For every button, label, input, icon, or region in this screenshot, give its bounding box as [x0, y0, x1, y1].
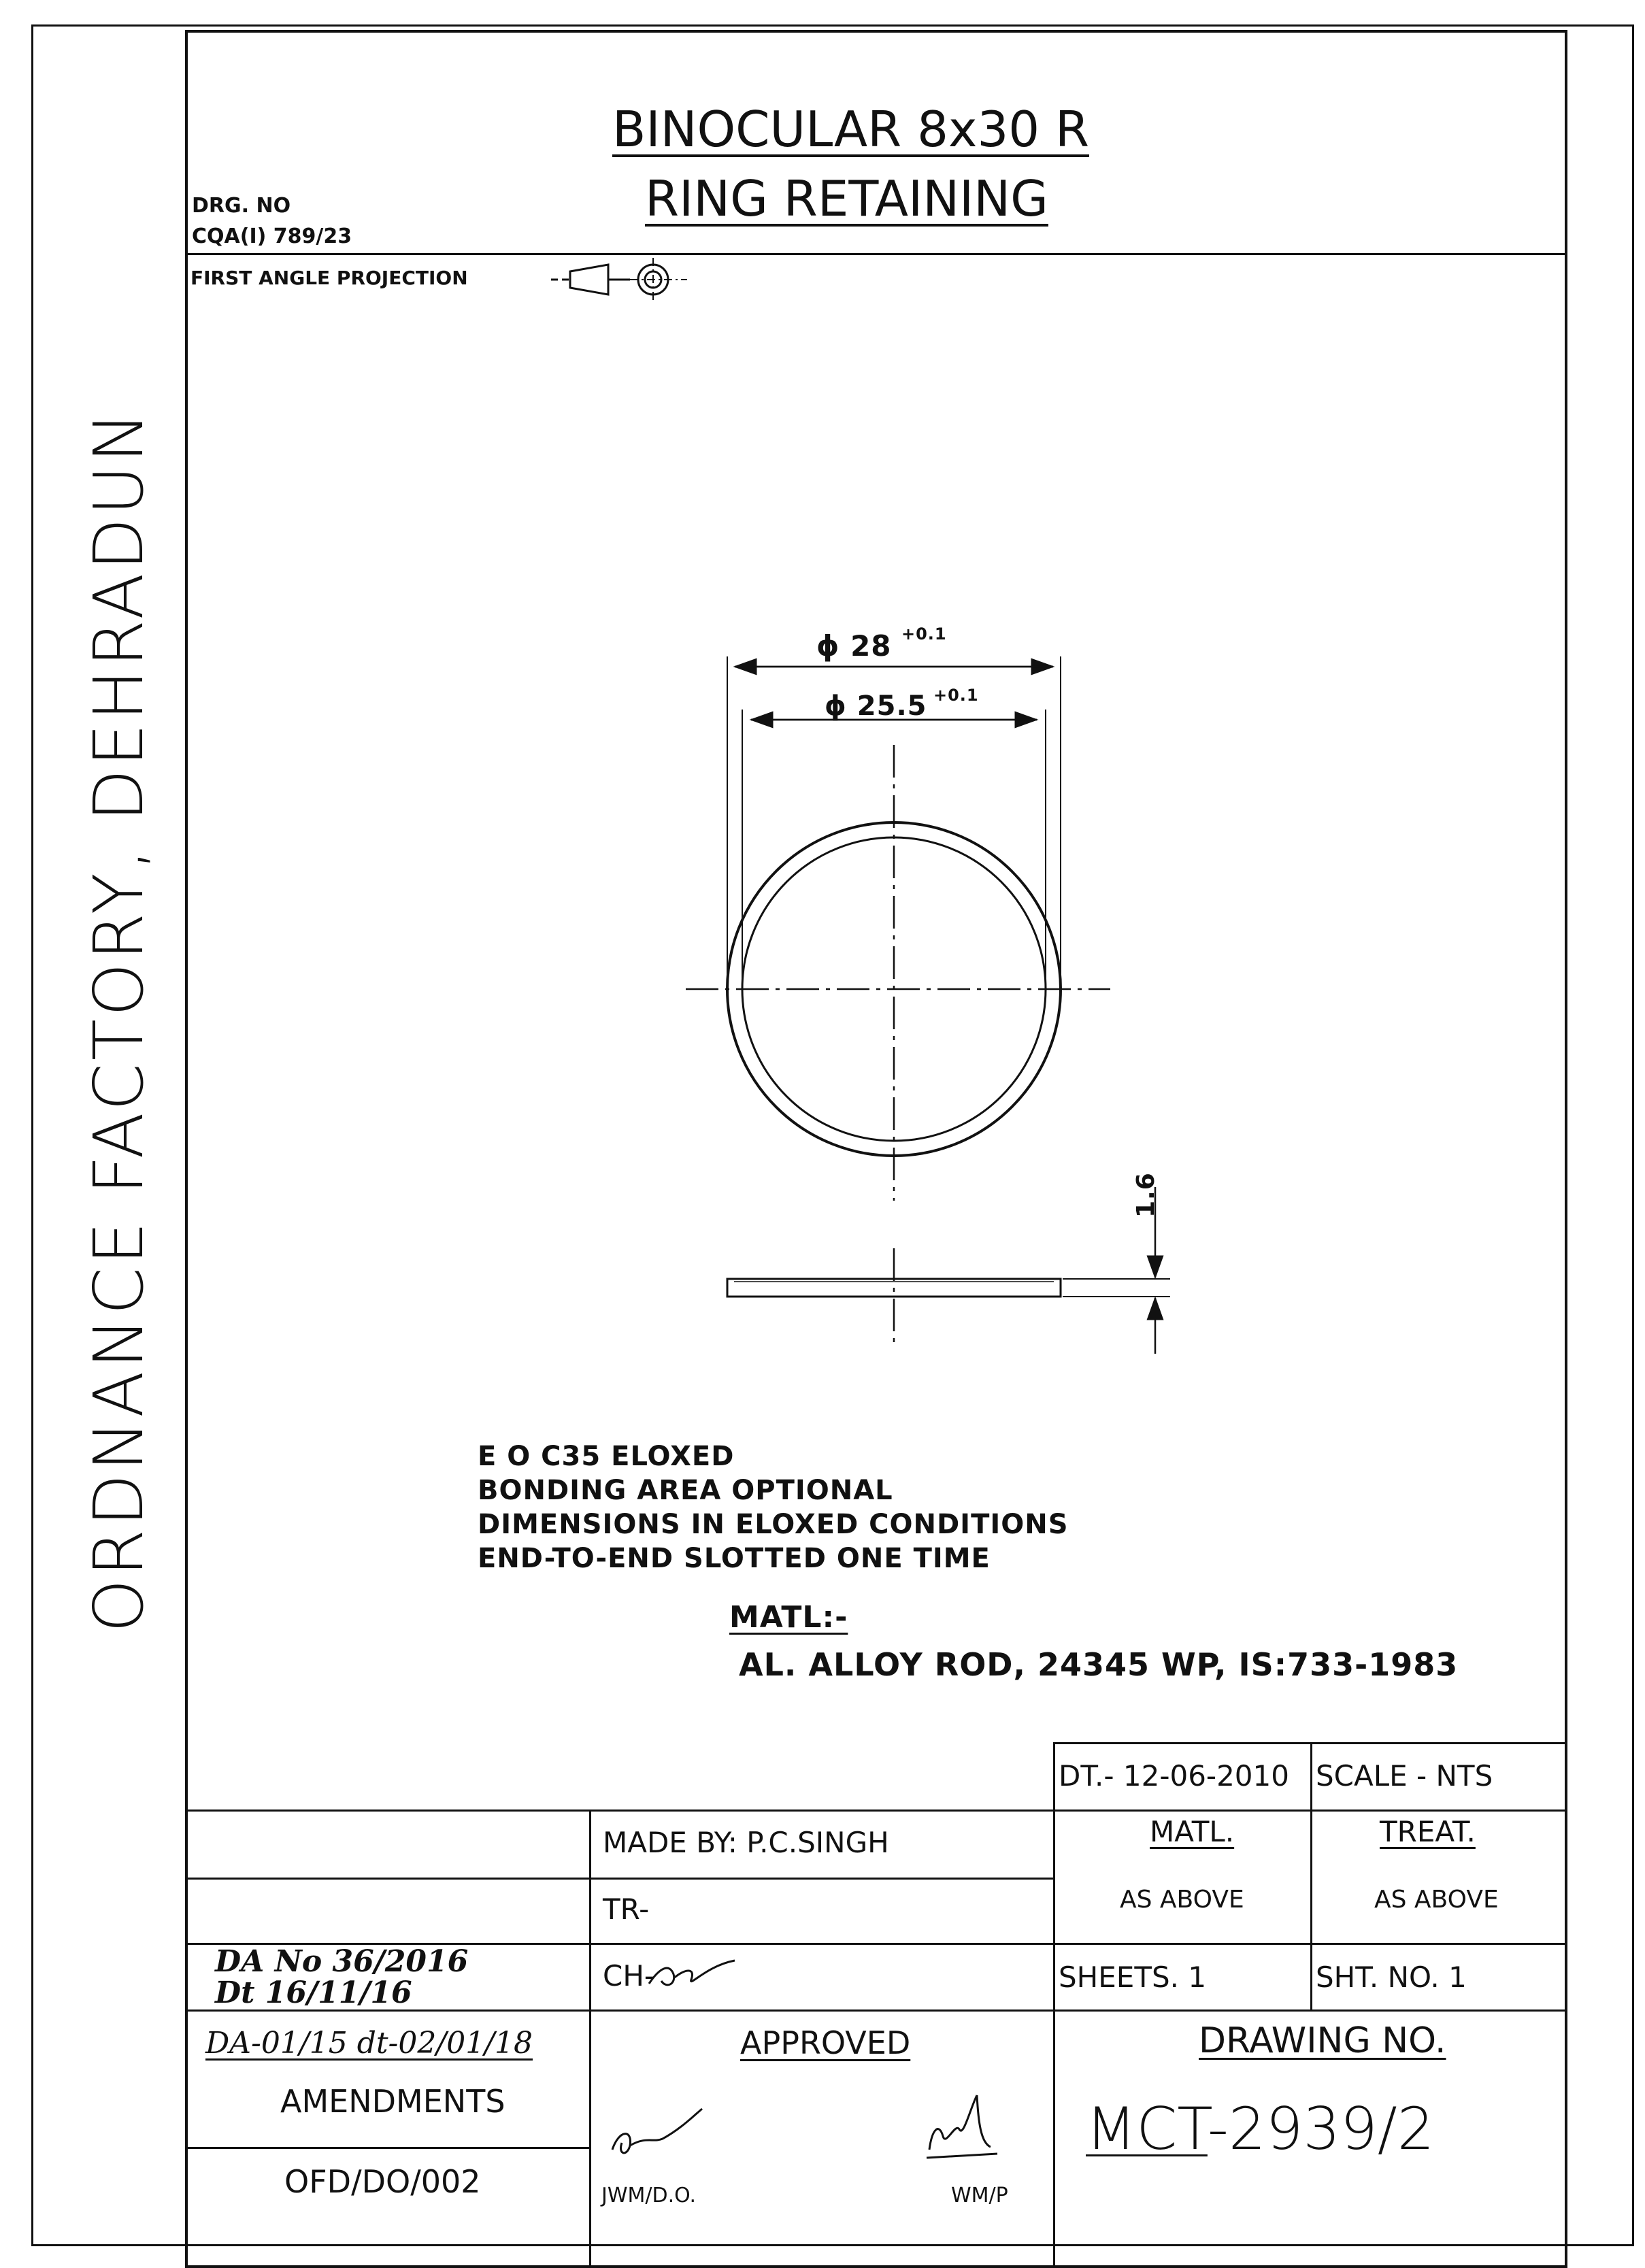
jwm-signature: [605, 2102, 708, 2170]
note-2: BONDING AREA OPTIONAL: [478, 1475, 893, 1506]
da-number-line-2: Dt 16/11/16: [215, 1975, 412, 2010]
sheets-cell: SHEETS. 1: [1059, 1961, 1207, 1994]
date-cell: DT.- 12-06-2010: [1059, 1759, 1289, 1792]
wmp-signature: [916, 2082, 1011, 2170]
tb-line: [188, 2147, 589, 2149]
side-title: ORDNANCE FACTORY, DEHRADUN: [79, 409, 159, 1633]
tb-line: [188, 1810, 1566, 1812]
wmp-label: WM/P: [951, 2184, 1008, 2207]
ch-cell: CH-: [603, 1959, 655, 1992]
note-4: END-TO-END SLOTTED ONE TIME: [478, 1543, 991, 1574]
approved-label: APPROVED: [740, 2024, 911, 2061]
header-divider: [185, 253, 1567, 255]
drg-no-label: DRG. NO: [192, 194, 291, 218]
made-by-cell: MADE BY: P.C.SINGH: [603, 1826, 889, 1859]
ring-drawing: [667, 612, 1211, 1374]
tb-line: [1310, 1742, 1312, 2009]
note-3: DIMENSIONS IN ELOXED CONDITIONS: [478, 1509, 1069, 1540]
amendments-label: AMENDMENTS: [280, 2083, 505, 2120]
amendment-entry: DA-01/15 dt-02/01/18: [205, 2026, 533, 2061]
thickness-label: 1.6: [1132, 1172, 1160, 1218]
tb-line: [1053, 1742, 1566, 1744]
form-number: OFD/DO/002: [284, 2163, 481, 2200]
projection-symbol: [551, 255, 694, 304]
title-line-2: RING RETAINING: [645, 170, 1048, 227]
inner-dia-label: ϕ 25.5: [825, 690, 927, 722]
drg-no-value: CQA(I) 789/23: [192, 224, 352, 248]
drawing-number-label: DRAWING NO.: [1199, 2020, 1446, 2061]
drawing-number: [1086, 2095, 1434, 2163]
drawing-number-rest: -2939/2: [1207, 2095, 1435, 2163]
tb-line: [188, 1878, 1053, 1880]
scale-cell: SCALE - NTS: [1316, 1759, 1493, 1792]
note-1: E O C35 ELOXED: [478, 1441, 735, 1472]
inner-dia-tolerance: +0.1: [933, 686, 979, 705]
matl-label: MATL.: [1150, 1815, 1235, 1848]
tb-line: [589, 1810, 591, 2265]
material-label: MATL:-: [729, 1600, 848, 1635]
treat-value: AS ABOVE: [1374, 1886, 1499, 1914]
material-value: AL. ALLOY ROD, 24345 WP, IS:733-1983: [739, 1646, 1459, 1683]
tr-cell: TR-: [603, 1892, 650, 1926]
checker-signature: [646, 1954, 742, 1995]
outer-dia-tolerance: +0.1: [901, 624, 947, 644]
da-number-line-1: DA No 36/2016: [215, 1944, 469, 1979]
jwm-label: JWM/D.O.: [601, 2184, 697, 2207]
title-line-1: BINOCULAR 8x30 R: [612, 101, 1090, 158]
outer-dia-label: ϕ 28: [816, 629, 892, 663]
matl-value: AS ABOVE: [1120, 1886, 1244, 1914]
sheet-number-cell: SHT. NO. 1: [1316, 1961, 1467, 1994]
projection-label: FIRST ANGLE PROJECTION: [190, 267, 468, 289]
tb-line: [1053, 1742, 1055, 2265]
drawing-number-prefix: MCT: [1086, 2095, 1208, 2163]
treat-label: TREAT.: [1380, 1815, 1476, 1848]
